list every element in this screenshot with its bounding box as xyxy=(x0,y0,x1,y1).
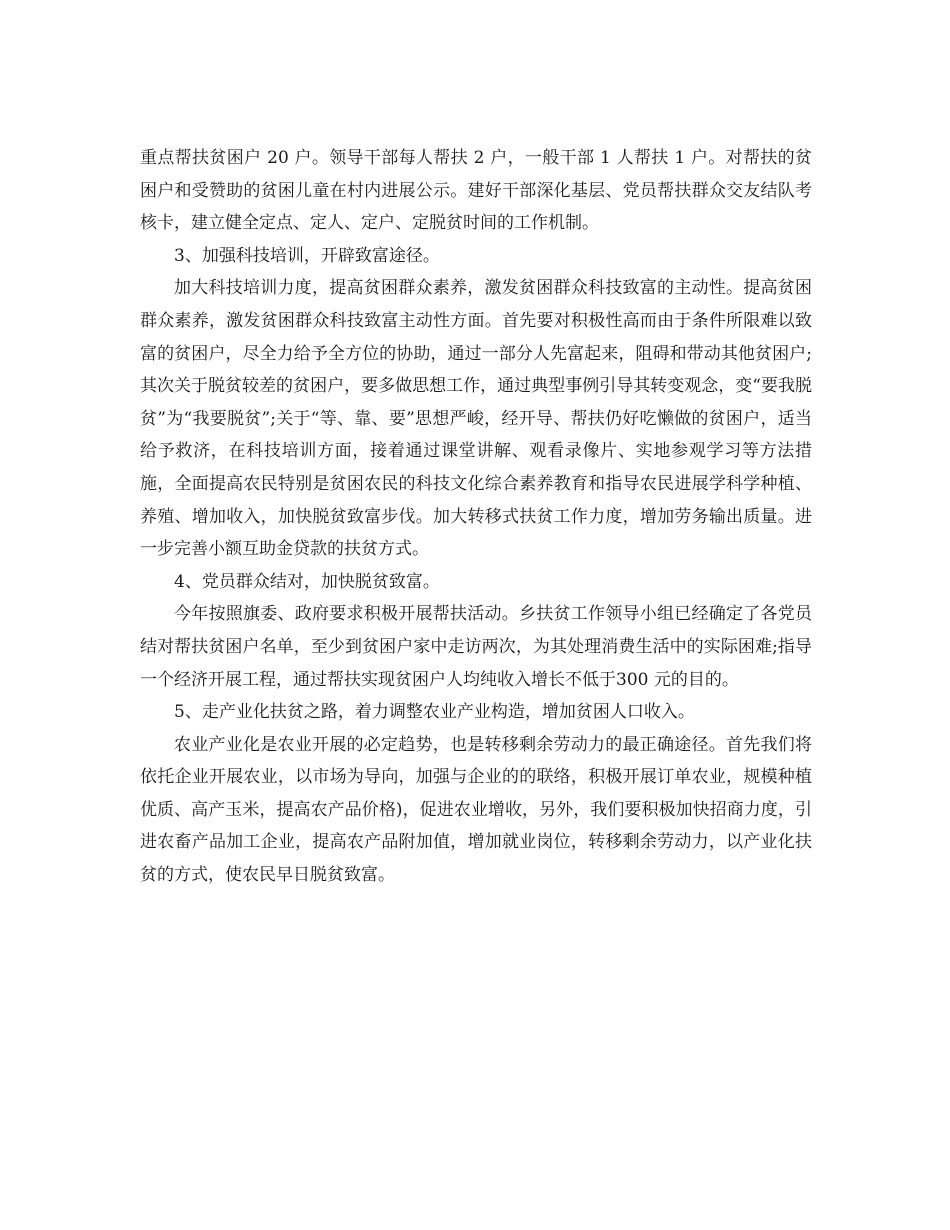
section-heading-3: 3、加强科技培训，开辟致富途径。 xyxy=(174,245,440,266)
paragraph-section-5: 农业产业化是农业开展的必定趋势，也是转移剩余劳动力的最正确途径。首先我们将依托企业开展农业，以市场为导向，加强与企业的的联络，积极开展订单农业，规模种植优质、高产玉米，提高农产品价格)，促进农业增收，另外，我们要积极加快招商力度，引进农畜产品加工企业，提高农产品附加值，增加就业岗位，转移剩余劳动力，以产业化扶贫的方式，使农民早日脱贫致富。 xyxy=(140,734,812,886)
paragraph-intro: 重点帮扶贫困户 20 户。领导干部每人帮扶 2 户，一般干部 1 人帮扶 1 户。对帮扶的贫困户和受赞助的贫困儿童在村内进展公示。建好干部深化基层、党员帮扶群众交友结队考核卡，建立健全定点、定人、定户、定脱贫时间的工作机制。 xyxy=(140,148,812,234)
section-heading-4: 4、党员群众结对，加快脱贫致富。 xyxy=(174,571,440,592)
document-body xyxy=(140,142,812,892)
paragraph-section-3: 加大科技培训力度，提高贫困群众素养，激发贫困群众科技致富的主动性。提高贫困群众素养，激发贫困群众科技致富主动性方面。首先要对积极性高而由于条件所限难以致富的贫困户，尽全力给予全方位的协助，通过一部分人先富起来，阻碍和带动其他贫困户;其次关于脱贫较差的贫困户，要多做思想工作，通过典型事例引导其转变观念，变“要我脱贫”为“我要脱贫”;关于“等、靠、要”思想严峻，经开导、帮扶仍好吃懒做的贫困户，适当给予救济，在科技培训方面，接着通过课堂讲解、观看录像片、实地参观学习等方法措施，全面提高农民特别是贫困农民的科技文化综合素养教育和指导农民进展学科学种植、养殖、增加收入，加快脱贫致富步伐。加大转移式扶贫工作力度，增加劳务输出质量。进一步完善小额互助金贷款的扶贫方式。 xyxy=(140,278,812,560)
paragraph-section-4: 今年按照旗委、政府要求积极开展帮扶活动。乡扶贫工作领导小组已经确定了各党员结对帮扶贫困户名单，至少到贫困户家中走访两次，为其处理消费生活中的实际困难;指导一个经济开展工程，通过帮扶实现贫困户人均纯收入增长不低于300 元的目的。 xyxy=(140,604,812,690)
section-heading-5: 5、走产业化扶贫之路，着力调整农业产业构造，增加贫困人口收入。 xyxy=(174,702,695,723)
